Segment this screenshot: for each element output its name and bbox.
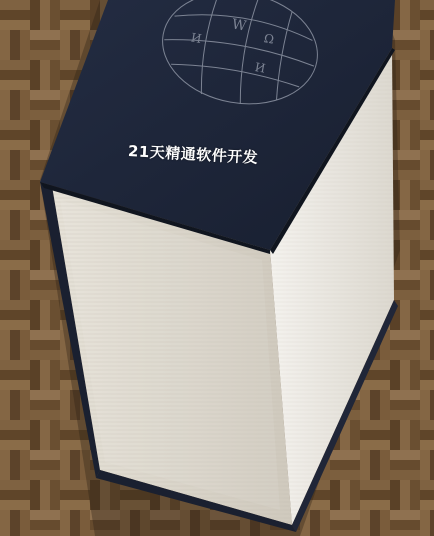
- globe-glyph-i: И: [189, 30, 203, 47]
- globe-glyph-omega: Ω: [262, 31, 276, 47]
- globe-glyph-w2: И: [253, 59, 267, 76]
- cover-title: 21天精通软件开发: [127, 142, 259, 167]
- globe-glyph-w: W: [230, 16, 248, 35]
